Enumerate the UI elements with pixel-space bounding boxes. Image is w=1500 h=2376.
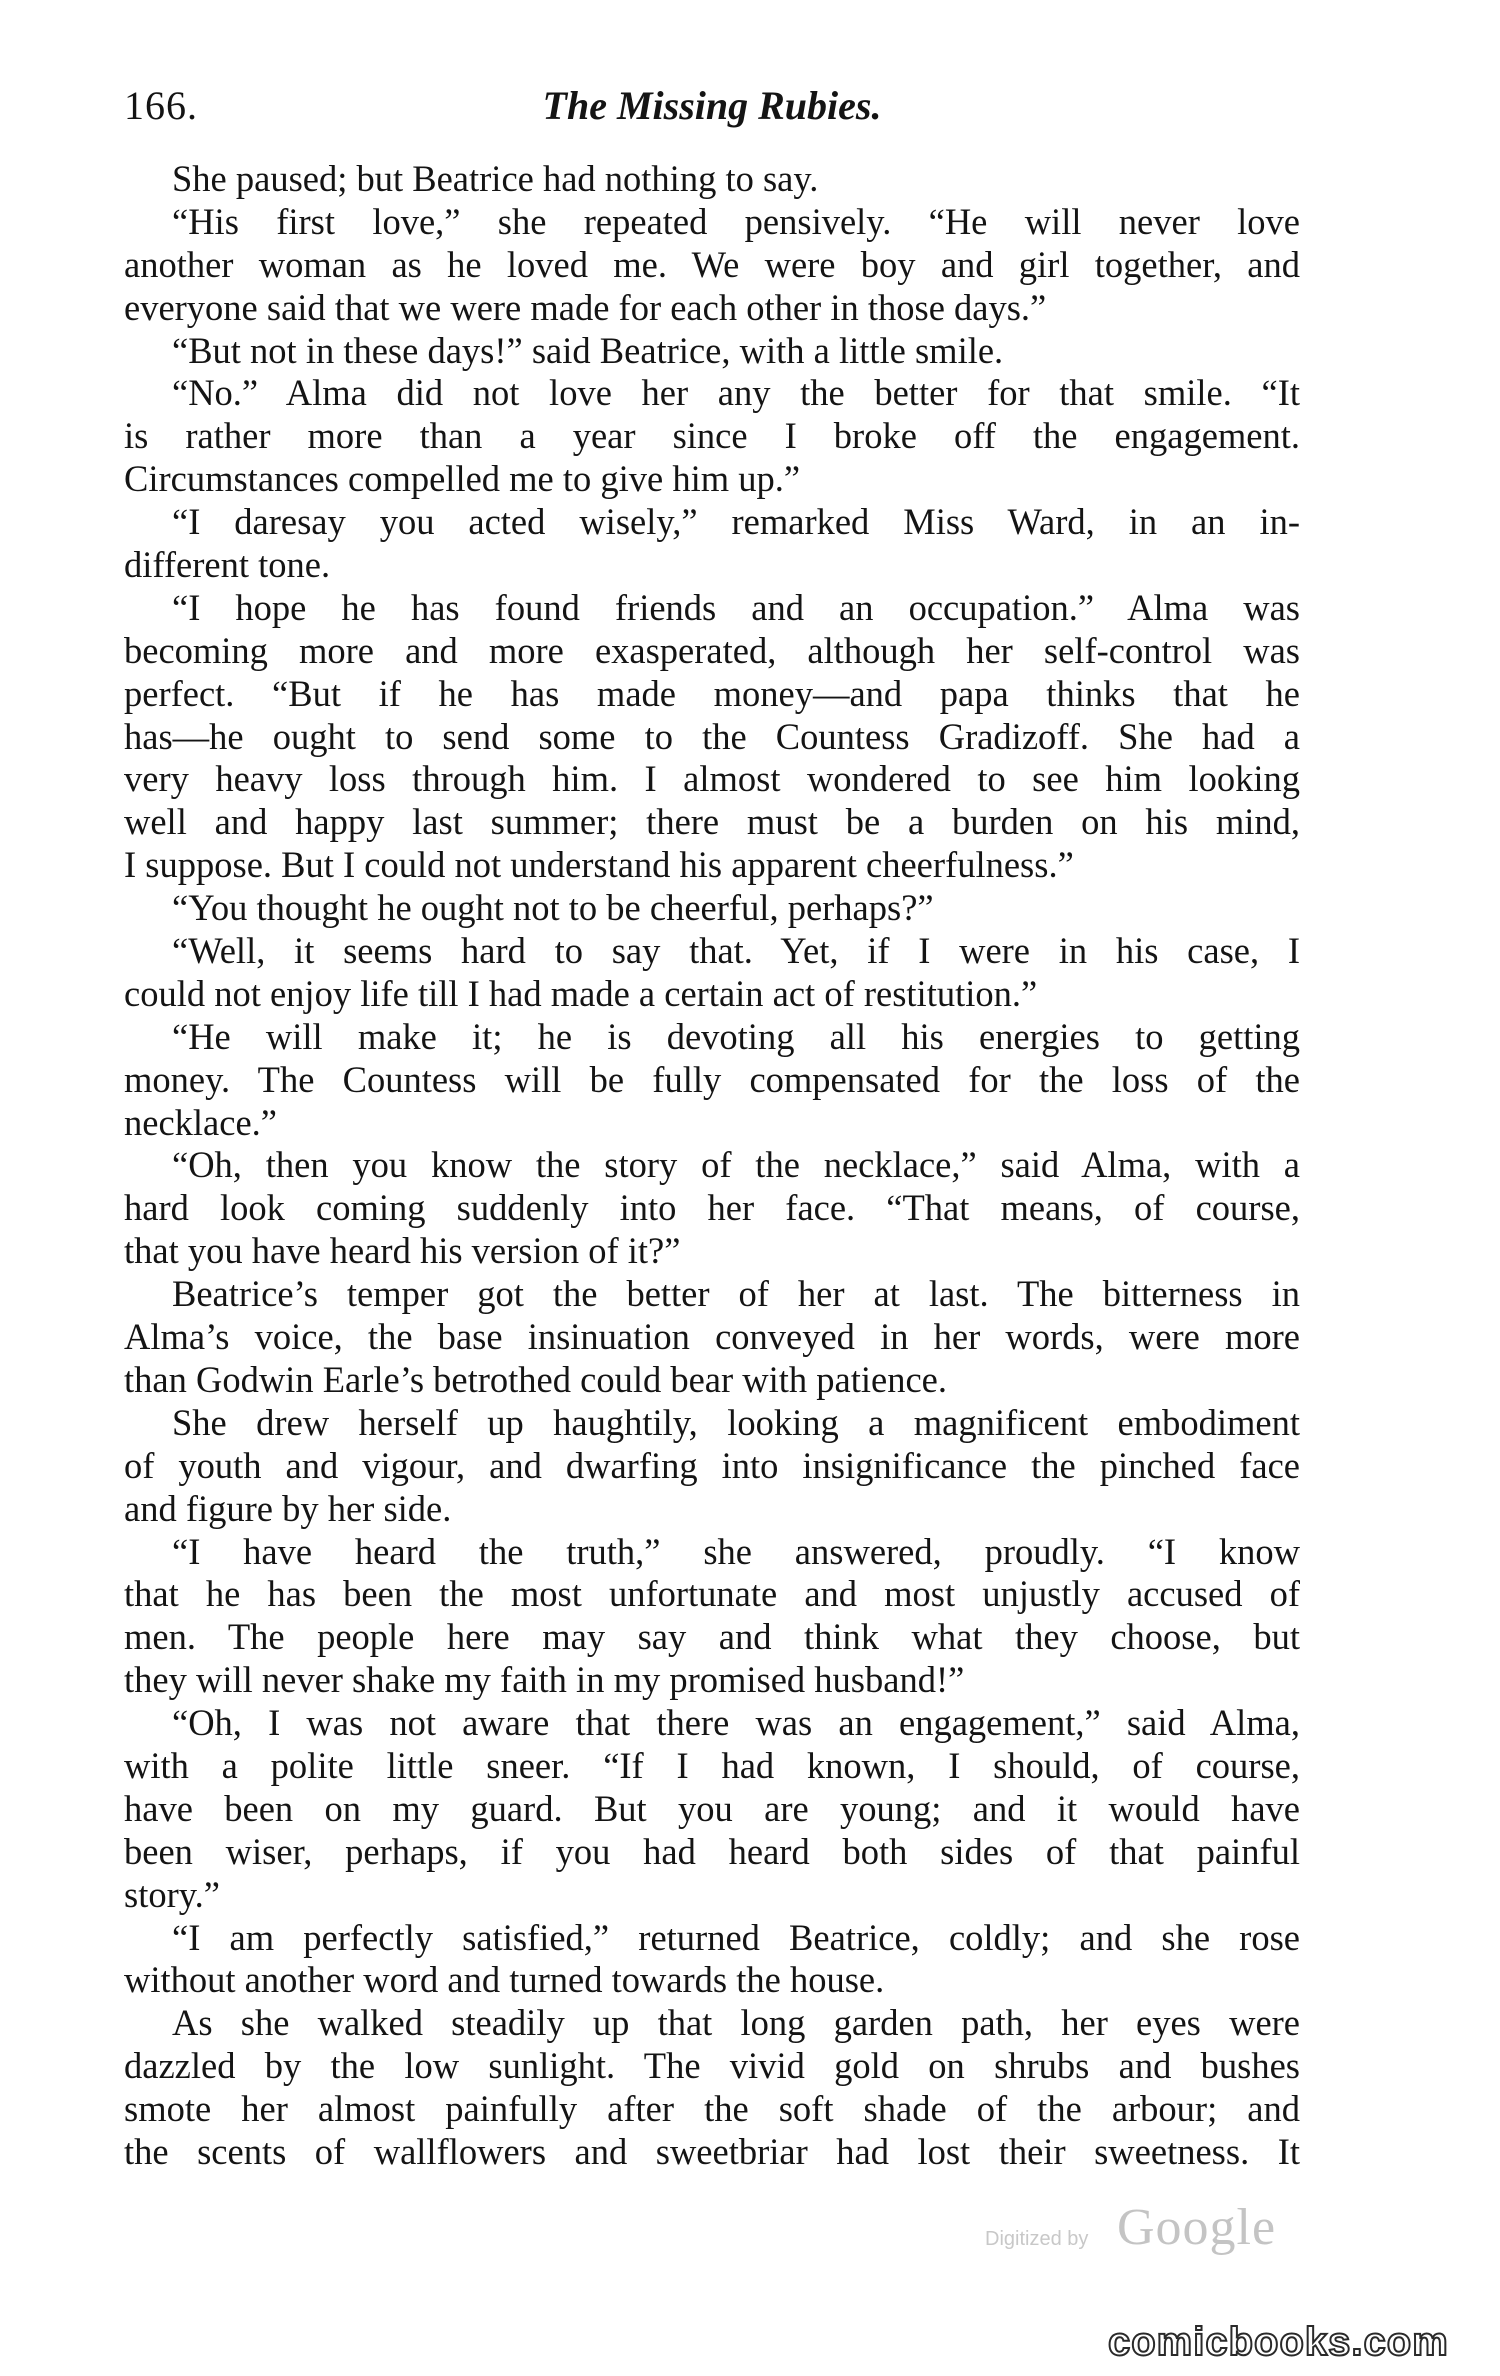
text-line: “I hope he has found friends and an occupation.” Alma was [172,586,1300,628]
text-line: than Godwin Earle’s betrothed could bear with patience. [124,1358,947,1400]
text-line: “But not in these days!” said Beatrice, with a little smile. [172,329,1004,371]
text-line: another woman as he loved me. We were boy and girl together, and [124,243,1300,285]
text-line: “I have heard the truth,” she answered, proudly. “I know [172,1530,1300,1572]
text-line: “His first love,” she repeated pensively. “He will never love [172,200,1300,242]
text-line: Beatrice’s temper got the better of her at last. The bitterness in [172,1273,1300,1315]
text-line: they will never shake my faith in my promised husband!” [124,1659,965,1701]
text-line: She paused; but Beatrice had nothing to say. [172,158,819,199]
page-header [124,78,1300,134]
text-line: with a polite little sneer. “If I had known, I should, of course, [124,1744,1300,1786]
text-line: well and happy last summer; there must be a burden on his mind, [124,801,1300,843]
google-wordmark: Google [1117,2199,1277,2256]
text-line: and figure by her side. [124,1487,452,1529]
text-line: money. The Countess will be fully compensated for the loss of the [124,1058,1300,1100]
text-line: “You thought he ought not to be cheerful, perhaps?” [172,887,934,929]
text-line: everyone said that we were made for each other in those days.” [124,286,1047,328]
page-number: 166. [124,83,198,128]
text-line: have been on my guard. But you are young; and it would have [124,1787,1300,1829]
text-line: “No.” Alma did not love her any the better for that smile. “It [172,372,1300,414]
text-line: without another word and turned towards the house. [124,1959,885,2001]
text-line: of youth and vigour, and dwarfing into insignificance the pinched face [124,1444,1300,1486]
text-line: dazzled by the low sunlight. The vivid gold on shrubs and bushes [124,2045,1300,2087]
site-watermark: comicbooks.com [1108,2320,1449,2364]
text-line: “I daresay you acted wisely,” remarked Miss Ward, in an in- [172,501,1300,543]
text-line: As she walked steadily up that long garden path, her eyes were [172,2002,1300,2044]
text-line: “Oh, I was not aware that there was an engagement,” said Alma, [172,1702,1300,1744]
text-line: that he has been the most unfortunate and most unjustly accused of [124,1573,1300,1615]
text-line: “He will make it; he is devoting all his energies to getting [172,1015,1300,1057]
body-text [124,158,1300,2174]
text-line: been wiser, perhaps, if you had heard both sides of that painful [124,1830,1300,1872]
text-line: perfect. “But if he has made money—and papa thinks that he [124,672,1300,714]
text-line: necklace.” [124,1101,277,1143]
text-line: Alma’s voice, the base insinuation conveyed in her words, were more [124,1316,1300,1358]
text-line: “Well, it seems hard to say that. Yet, if I were in his case, I [172,930,1300,972]
text-line: is rather more than a year since I broke off the engagement. [124,415,1300,457]
text-line: smote her almost painfully after the soft shade of the arbour; and [124,2088,1300,2130]
text-line: that you have heard his version of it?” [124,1230,681,1272]
text-line: different tone. [124,544,331,586]
text-line: hard look coming suddenly into her face. “That means, of course, [124,1187,1300,1229]
text-line: She drew herself up haughtily, looking a magnificent embodiment [172,1401,1300,1443]
text-line: could not enjoy life till I had made a certain act of restitution.” [124,972,1038,1014]
text-line: has—he ought to send some to the Countess Gradizoff. She had a [124,715,1300,757]
text-line: I suppose. But I could not understand his apparent cheerfulness.” [124,844,1074,886]
text-line: very heavy loss through him. I almost wondered to see him looking [124,758,1300,800]
running-title: The Missing Rubies. [542,83,882,128]
text-line: Circumstances compelled me to give him up.” [124,458,801,500]
text-line: “Oh, then you know the story of the necklace,” said Alma, with a [172,1144,1300,1186]
digitized-by-label: Digitized by [985,2228,1089,2250]
google-watermark [985,2198,1305,2268]
text-line: men. The people here may say and think what they choose, but [124,1616,1300,1658]
text-line: story.” [124,1873,220,1915]
text-line: becoming more and more exasperated, although her self-control was [124,629,1300,671]
text-line: “I am perfectly satisfied,” returned Beatrice, coldly; and she rose [172,1916,1300,1958]
text-line: the scents of wallflowers and sweetbriar had lost their sweetness. It [124,2130,1300,2172]
